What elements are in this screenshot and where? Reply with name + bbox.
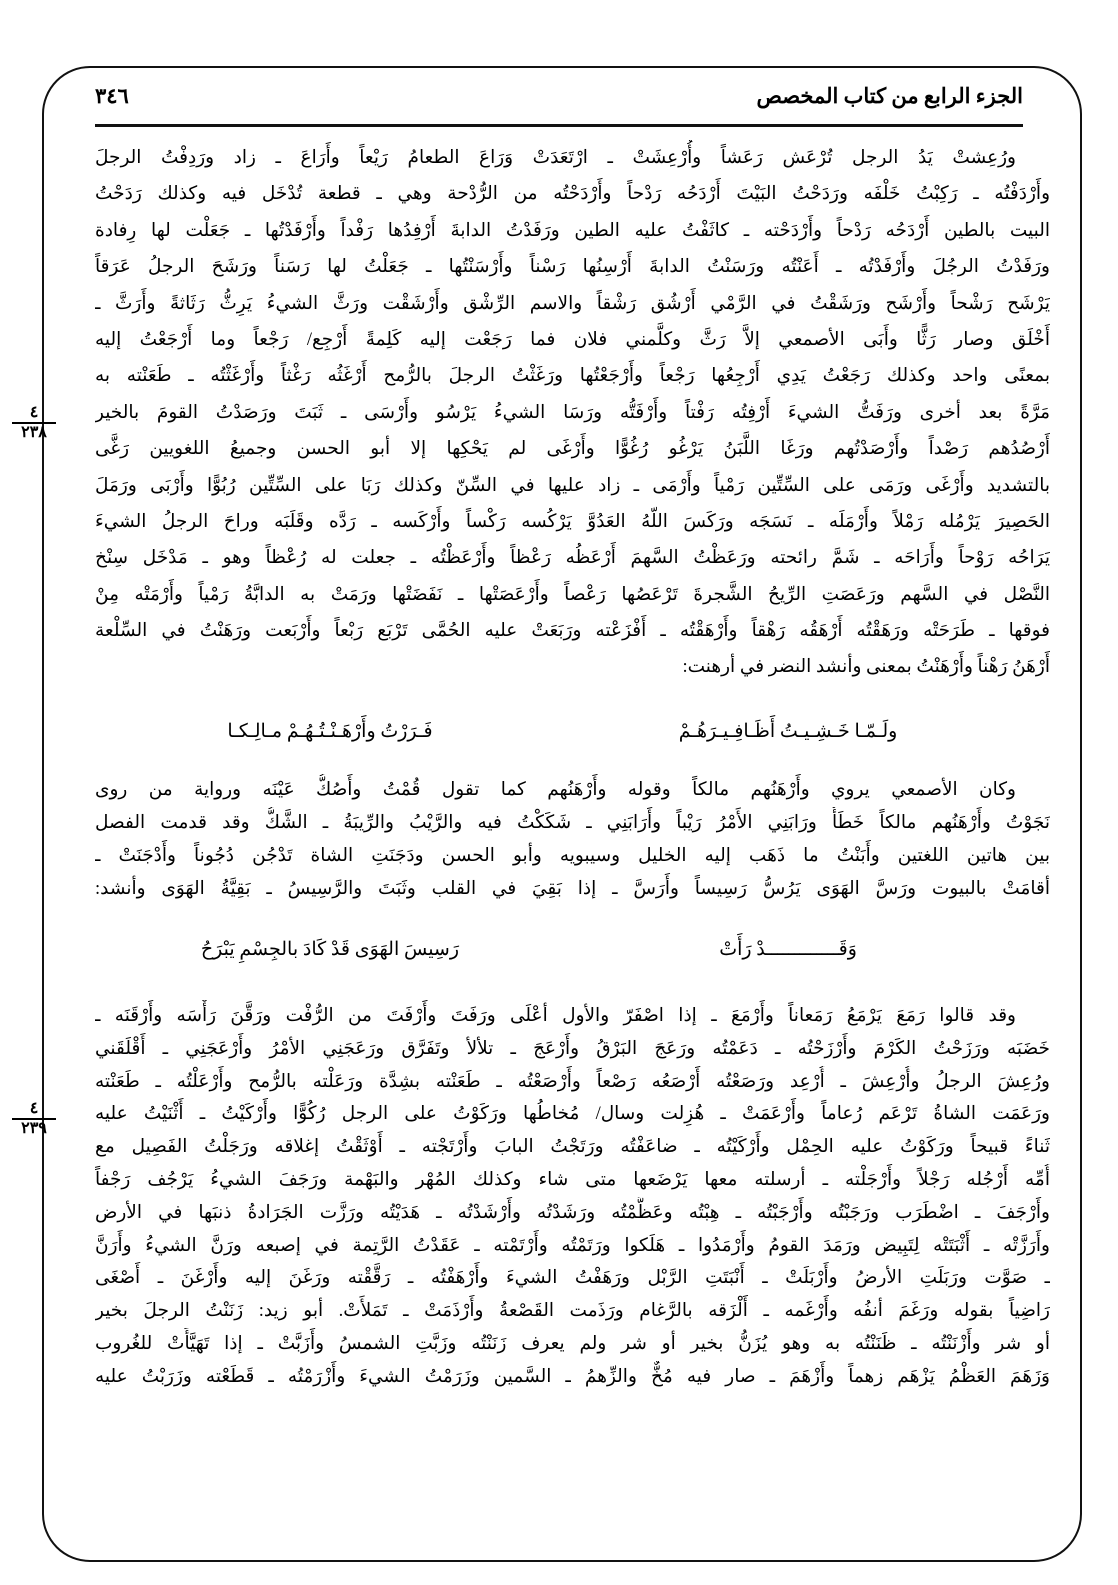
text-line: خَضَبَه ورَزَحْتُ الكَرْمَ وأَرْزَحْتُه ـ دَعَمْتُه ورَعَجَ البَرْقُ وأَرْعَجَ ـ تلألأ وتَفَرَّق ورَعَجَنِي الأمْرُ وأَرْعَجَنِي ـ أَقْلَقَني xyxy=(95,1038,1050,1059)
verse-1 xyxy=(150,720,968,743)
page-number: ٣٤٦ xyxy=(95,84,129,108)
header-rule xyxy=(95,124,1023,127)
verse-second-hemistich: رَسِيسَ الهَوَى قَدْ كَادَ بالجِسْمِ يَبْرَحُ xyxy=(200,939,460,960)
text-line: ـ صَوَّت ورَبَلَتِ الأرضُ وأَرْبَلَتْ ـ أَنْبَتَتِ الرَّبْل ورَهَفْتُ الشيءَ وأَرْهَفْتُه ـ رَقَّقْته ورَغَنَ إليه وأَرْغَنَ ـ أَصْغَى xyxy=(95,1268,1050,1289)
text-line: وَزَهَمَ العَظْمُ يَزْهَم زهماً وأَزْهَمَ ـ صار فيه مُخٌّ والزِّهمُ ـ السَّمين وزَرَمْتُ الشيءَ وأَزْرَمْتُه ـ قَطَعْته وزَرَبْتُ عليه xyxy=(95,1366,1050,1387)
text-line: وقد قالوا رَمَعَ يَرْمَعُ رَمَعاناً وأَرْمَعَ ـ إذا اصْفَرّ والأول أعْلَى ورَفَتَ وأَرْفَتَ من الرُّفْت ورَقَّنَ رَأْسَه وأَرْقَنَه ـ xyxy=(95,1006,1016,1026)
paragraph-1 xyxy=(95,140,1050,686)
margin-page: ٢٣٩ xyxy=(21,1120,47,1137)
paragraph-2 xyxy=(95,774,1050,906)
verse-second-hemistich: فَـرَرْتُ وأَرْهَـنْـتُـهُـمْ مـالِـكـا xyxy=(227,721,433,742)
text-line: نَجَوْتُ وأَرْهَنُهم مالكاً خَطَأٌ ورَابَنِي الأَمْرُ رَيْباً وأَرَابَنِي ـ شَكَكْتُ فيه والرَّيْبُ والرِّيبَةُ ـ الشَّكُّ وقد قدمت الفصل xyxy=(95,813,1050,833)
text-line: ثَناءً قبيحاً ورَكَوْتُ عليه الحِمْل وأَرْكَيْتُه ـ ضاعَفْتُه ورَتَجْتُ البابَ وأَرْتَجْته ـ أَوْثَقْتُ إغلاقه ورَجَلْتُ الفَصِيل مع xyxy=(95,1137,1050,1158)
verse-first-hemistich: ولَـمّـا خَـشِـيـتُ أَظَـافِـيـرَهُـمْ xyxy=(678,721,898,742)
text-line: أُمِّه أَرْجُله رَجْلاً وأَرْجَلْته ـ أرسلته معها يَرْضَعها متى شاء وكذلك المُهْر والبَهْمة ورَجَفَ الشيءُ يَرْجُف رَجْفاً xyxy=(95,1169,1050,1190)
margin-reference xyxy=(12,1100,56,1138)
text-line: أَخْلَق وصار رَثًّا وأَبَى الأصمعي إلاَّ رَثَّ وكلَّمني فلان فما رَجَعْت إليه كَلِمةً أَرْجِع/ رَجْعاً وما أَرْجَعْتُ إليه xyxy=(95,329,1050,350)
text-line: ورَفَدْتُ الرجُلَ وأَرْفَدْتُه ـ أَعَنْتُه ورَسَنْتُ الدابةَ أَرْسِنُها رَسْناً وأَرْسَنْتُها ـ جَعَلْتُ لها رَسَناً ورَشَحَ الرجلُ عَرَقاً xyxy=(95,257,1050,278)
margin-page: ٢٣٨ xyxy=(21,424,47,441)
text-line: أَرْصُدُهم رَصْداً وأَرْصَدْتُهم ورَغَا اللَّبَنُ يَرْغُو رُغُوًّا وأَرْغَى لم يَحْكِها إلا أبو الحسن وجميعُ اللغويين رَغَّى xyxy=(95,439,1050,460)
text-line: أقامَتْ بالبيوت ورَسَّ الهَوَى يَرُسُّ رَسِيساً وأَرَسَّ ـ إذا بَقِيَ في القلب وثَبَتَ والرَّسِيسُ ـ بَقِيَّةُ الهَوَى وأنشد: xyxy=(95,879,1050,899)
text-line: ورَعَمَت الشاةُ تَرْعَم رُعاماً وأَرْعَمَتْ ـ هُزِلت وسال/ مُخاطُها ورَكَوْتُ على الرجل رُكُوًّا وأَرْكَيْتُ ـ أَثْنَيْتُ عليه xyxy=(95,1104,1050,1125)
text-line: رَاضِياً بقوله ورَغَمَ أنفُه وأَرْغَمه ـ أَلْزَقه بالرَّغام ورَذَمت القَصْعةُ وأَرْذَمَتْ ـ تَمَلأَتْ. أبو زيد: زَنَنْتُ الرجلَ بخير xyxy=(95,1301,1050,1322)
text-line: أو شر وأَزْنَنْتُه ـ ظَنَنْتُه به وهو يُزَنُّ بخير أو شر ولم يعرف زَنَنْتُه وزَبَّتِ الشمسُ وأَزَبَّتْ ـ إذا تَهَيَّأَتْ للغُروب xyxy=(95,1333,1050,1354)
margin-volume: ٤ xyxy=(12,1100,56,1120)
text-line: وأَرْجَفَ ـ اضْطَرَب ورَجَبْتُه وأَرْجَبْتُه ـ هِبْتُه وعَظَّمْتُه ورَشَدْتُه وأَرْشَدْتُه ـ هَدَيْتُه ورَزَّت الجَرَادةُ ذنبَها في الأرض xyxy=(95,1202,1050,1223)
margin-volume: ٤ xyxy=(12,404,56,424)
text-line: وكان الأصمعي يروي وأَرْهَنُهم مالكاً وقوله وأَرْهَنُهم كما تقول قُمْتُ وأَصُكُّ عَيْنَه ورواية من روى xyxy=(95,780,1016,800)
text-line: وأَرَزَّتْه ـ أَثْبَتَتْه لِتَبِيض ورَمَدَ القومُ وأَرْمَدُوا ـ هَلَكوا ورَتَمْتُه وأَرْتَمْته ـ عَقَدْتُ الرَّتِمة في إصبعه ورَنَّ الشيءُ وأَرَنَّ xyxy=(95,1235,1050,1256)
text-line: بالتشديد وأَرْغَى ورَمَى على السِّتِّين رَمْياً وأَرْمَى ـ زاد عليها في السِّنّ وكذلك رَبَا على السِّتِّين رُبُوًّا وأَرْبَى ورَمَلَ xyxy=(95,475,1050,496)
text-line: مَرَّةً بعد أخرى ورَفَتُّ الشيءَ أَرْفِتُه رَفْتاً وأَرْفَتُّه ورَسَا الشيءُ يَرْسُو وأَرْسَى ـ ثَبَتَ ورَصَدْتُ القومَ بالخير xyxy=(95,402,1050,423)
verse-2 xyxy=(150,938,968,961)
text-line: يَرْشَح رَشْحاً وأَرْشَح ورَشَقْتُ في الرَّمْي أَرْشُق رَشْقاً والاسم الرِّشْق وأَرْشَقْت ورَثَّ الشيءُ يَرِثُّ رَثَاثةً وأَرَثَّ ـ xyxy=(95,293,1050,314)
text-line: النَّصْل في السَّهم ورَعَصَتِ الرِّيحُ الشَّجرةَ تَرْعَصُها رَعْصاً وأَرْعَصَتْها ـ نَفَضَتْها ورَمَتْ به الدابَّةُ رَمْياً وأَرْمَتْه مِنْ xyxy=(95,584,1050,605)
text-line: وأَرْدَفْتُه ـ رَكِبْتُ خَلْفَه ورَدَحْتُ البَيْتَ أَرْدَحُه رَدْحاً وأَرْدَحْتُه من الرُّدْحة وهي ـ قطعة تُدْخَل فيه وكذلك رَدَحْتُ xyxy=(95,184,1050,205)
text-line: الحَصِيرَ يَرْمُله رَمْلاً وأَرْمَلَه ـ نَسَجَه ورَكَسَ اللّهُ العَدُوَّ يَرْكُسه رَكْساً وأَرْكَسه ـ رَدَّه وقَلَبَه وراحَ الرجلُ الشيءَ xyxy=(95,511,1050,532)
margin-reference xyxy=(12,404,56,442)
verse-first-hemistich: وَقَـــــــــــــدْ رَأَتْ xyxy=(719,939,857,960)
paragraph-3 xyxy=(95,1000,1050,1394)
page-header xyxy=(95,84,1023,118)
text-line: فوقها ـ طَرَحَتْه ورَهَقْتُه أَرْهَقُه رَهْقاً وأَرْهَقْتُه ـ أَفْزَعْته ورَبَعَتْ عليه الحُمَّى تَرْبَع رَبْعاً وأَرْبَعت ورَهَنْتُ في السِّلْعة xyxy=(95,621,1050,642)
text-line: البيت بالطين أَرْدَحُه رَدْحاً وأَرْدَحْته ـ كاثَفْتُ عليه الطين ورَفَدْتُ الدابةَ أَرْفِدُها رَفْداً وأَرْفَدْتُها ـ جَعَلْت لها رِفادة xyxy=(95,220,1050,241)
text-line: بين هاتين اللغتين وأَبَنْتُ ما ذَهَب إليه الخليل وسيبويه وأبو الحسن ودَجَنَتِ الشاة تَدْجُن دُجُوناً وأَدْجَنَتْ ـ xyxy=(95,846,1050,866)
text-line: ورُعِشَ الرجلُ وأُرْعِشَ ـ أُرْعِد ورَصَعْتُه أَرْصَعُه رَصْعاً وأَرْصَعْتُه ـ طَعَنْته بشِدَّة ورَعَلْته بالرُّمح وأَرْعَلْتُه ـ طَعَنْته xyxy=(95,1071,1050,1092)
text-line: بمعنًى واحد وكذلك رَجَعْتُ يَدِي أَرْجِعُها رَجْعاً وأَرْجَعْتُها ورَغَثْتُ الرجلَ بالرُّمح أَرْغَثُه رَغْثاً وأَرْغَثْتُه ـ طَعَنْته به xyxy=(95,366,1050,387)
text-line: أَرْهَنُ رَهْناً وأَرْهَنْتُ بمعنى وأنشد النضر في أرهنت: xyxy=(682,657,1050,678)
running-title: الجزء الرابع من كتاب المخصص xyxy=(756,84,1023,108)
text-line: ورُعِشتْ يَدُ الرجل تُرْعَش رَعَشاً وأُرْعِشَتْ ـ ارْتَعَدَتْ وَرَاعَ الطعامُ رَيْعاً وأَرَاعَ ـ زاد ورَدِفْتُ الرجلَ xyxy=(95,148,1016,168)
text-line: يَرَاحُه رَوْحاً وأَرَاحَه ـ شَمَّ رائحته ورَعَظْتُ السَّهمَ أَرْعَظُه رَعْظاً وأَرْعَظْتُه ـ جعلت له رُعْظاً وهو ـ مَدْخَل سِنْخ xyxy=(95,548,1050,569)
